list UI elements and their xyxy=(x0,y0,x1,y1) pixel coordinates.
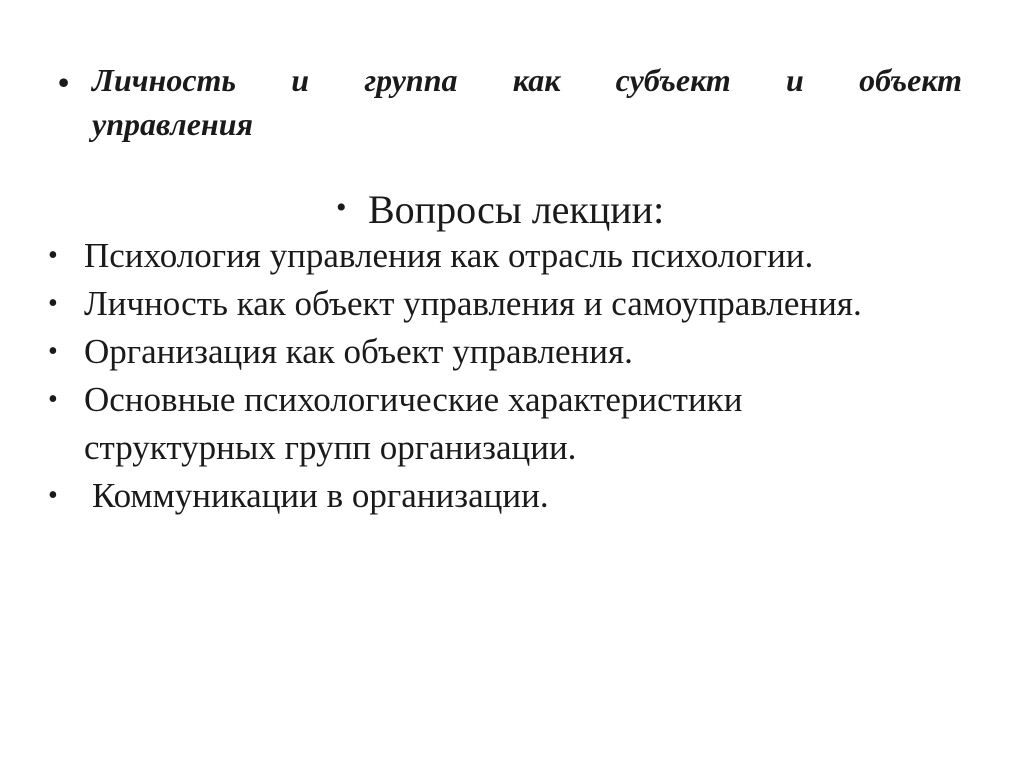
title-word: субъект xyxy=(615,62,731,98)
title-word: как xyxy=(512,62,561,98)
title-line-2: управления xyxy=(92,106,253,142)
question-text: Психология управления как отрасль психологии. xyxy=(84,236,814,275)
title-word: объект xyxy=(859,62,962,98)
list-item xyxy=(44,472,984,520)
bullet-icon: • xyxy=(48,384,58,415)
question-text: Основные психологические характеристики структурных групп организации. xyxy=(84,380,743,467)
question-text: Организация как объект управления. xyxy=(84,332,633,371)
title-word: и xyxy=(291,62,310,98)
question-text: Коммуникации в организации. xyxy=(92,476,549,515)
questions-list xyxy=(44,232,984,520)
title-word: Личность xyxy=(92,62,237,98)
bullet-icon: • xyxy=(48,288,58,319)
bullet-icon: • xyxy=(58,64,70,100)
list-item xyxy=(44,232,984,280)
list-item xyxy=(44,280,984,328)
title-word: группа xyxy=(364,62,458,98)
question-text: Личность как объект управления и самоуправления. xyxy=(84,284,862,323)
list-item xyxy=(44,328,984,376)
lecture-questions-heading xyxy=(336,182,664,236)
heading-text: Вопросы лекции: xyxy=(368,187,665,232)
bullet-icon: • xyxy=(48,240,58,271)
bullet-icon: • xyxy=(336,191,347,224)
bullet-icon: • xyxy=(48,336,58,367)
slide-title xyxy=(58,58,962,146)
title-text xyxy=(92,58,962,146)
bullet-icon: • xyxy=(48,480,58,511)
title-word: и xyxy=(786,62,804,98)
list-item xyxy=(44,376,984,472)
title-line-1 xyxy=(92,58,962,102)
